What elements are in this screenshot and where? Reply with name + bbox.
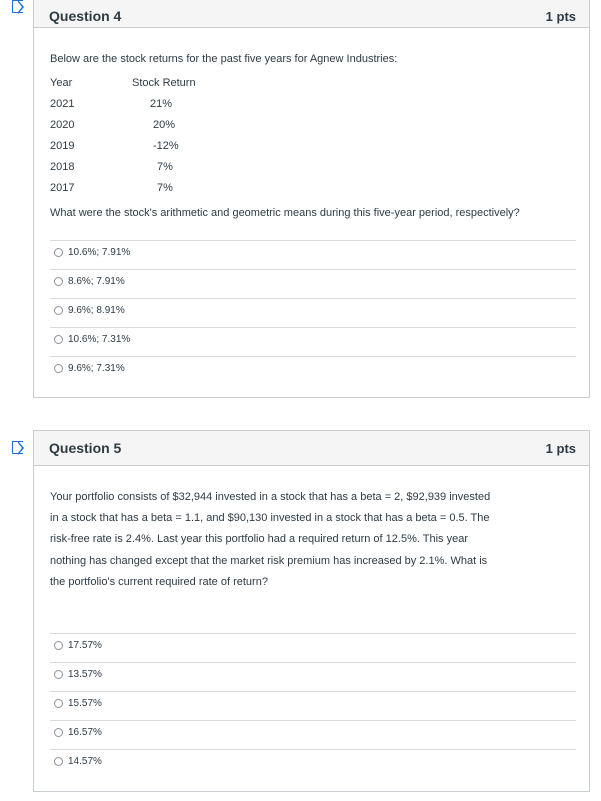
question-5 [33,430,590,792]
question-title: Question 5 [49,440,122,456]
answer-divider [50,749,576,750]
answer-radio[interactable] [54,364,63,373]
answer-label[interactable]: 9.6%; 7.31% [68,363,125,374]
question-title: Question 4 [49,8,122,24]
answer-radio[interactable] [54,335,63,344]
answer-label[interactable]: 17.57% [68,640,102,651]
question-prompt: What were the stock's arithmetic and geometric means during this five-year period, respectively? [50,207,520,219]
answer-divider [50,327,576,328]
answer-label[interactable]: 15.57% [68,698,102,709]
flag-question-icon[interactable] [12,0,23,13]
row-year: 2019 [50,140,75,152]
answer-label[interactable]: 10.6%; 7.91% [68,247,131,258]
question-header [34,431,589,466]
question-points: 1 pts [545,9,576,24]
answer-divider [50,662,576,663]
answer-label[interactable]: 13.57% [68,669,102,680]
row-return: 7% [157,182,173,194]
question-prompt: Your portfolio consists of $32,944 invested in a stock that has a beta = 2, $92,939 invested in a stock that has a beta = 1.1, and $90,130 invested in a stock that has a beta = 0.5. The risk-free rate is 2.4%. Last year this portfolio had a required return of 12.5%. This year nothing has changed except that the market risk premium has increased by 2.1%. What is the portfolio's current required rate of return? [50,491,491,588]
row-year: 2021 [50,98,75,110]
row-year: 2018 [50,161,75,173]
answer-divider [50,720,576,721]
question-4 [33,0,590,398]
answer-radio[interactable] [54,641,63,650]
question-intro: Below are the stock returns for the past five years for Agnew Industries: [50,53,398,65]
answer-divider [50,691,576,692]
answer-divider [50,269,576,270]
row-return: 20% [153,119,176,131]
answer-label[interactable]: 16.57% [68,727,102,738]
answer-radio[interactable] [54,728,63,737]
row-return: 21% [150,98,173,110]
answer-radio[interactable] [54,670,63,679]
answer-divider [50,356,576,357]
answer-label[interactable]: 9.6%; 8.91% [68,305,125,316]
answer-divider [50,298,576,299]
answer-label[interactable]: 14.57% [68,756,102,767]
answer-radio[interactable] [54,757,63,766]
answer-divider [50,240,576,241]
question-header [34,0,589,28]
row-year: 2020 [50,119,75,131]
col-header-year: Year [50,77,73,89]
row-return: -12% [153,140,179,152]
answer-label[interactable]: 10.6%; 7.31% [68,334,131,345]
row-year: 2017 [50,182,75,194]
flag-question-icon[interactable] [12,441,23,454]
answer-radio[interactable] [54,306,63,315]
row-return: 7% [157,161,173,173]
question-points: 1 pts [545,441,576,456]
answer-radio[interactable] [54,248,63,257]
answer-radio[interactable] [54,699,63,708]
answer-divider [50,633,576,634]
col-header-stock-return: Stock Return [132,77,196,89]
answer-radio[interactable] [54,277,63,286]
answer-label[interactable]: 8.6%; 7.91% [68,276,125,287]
